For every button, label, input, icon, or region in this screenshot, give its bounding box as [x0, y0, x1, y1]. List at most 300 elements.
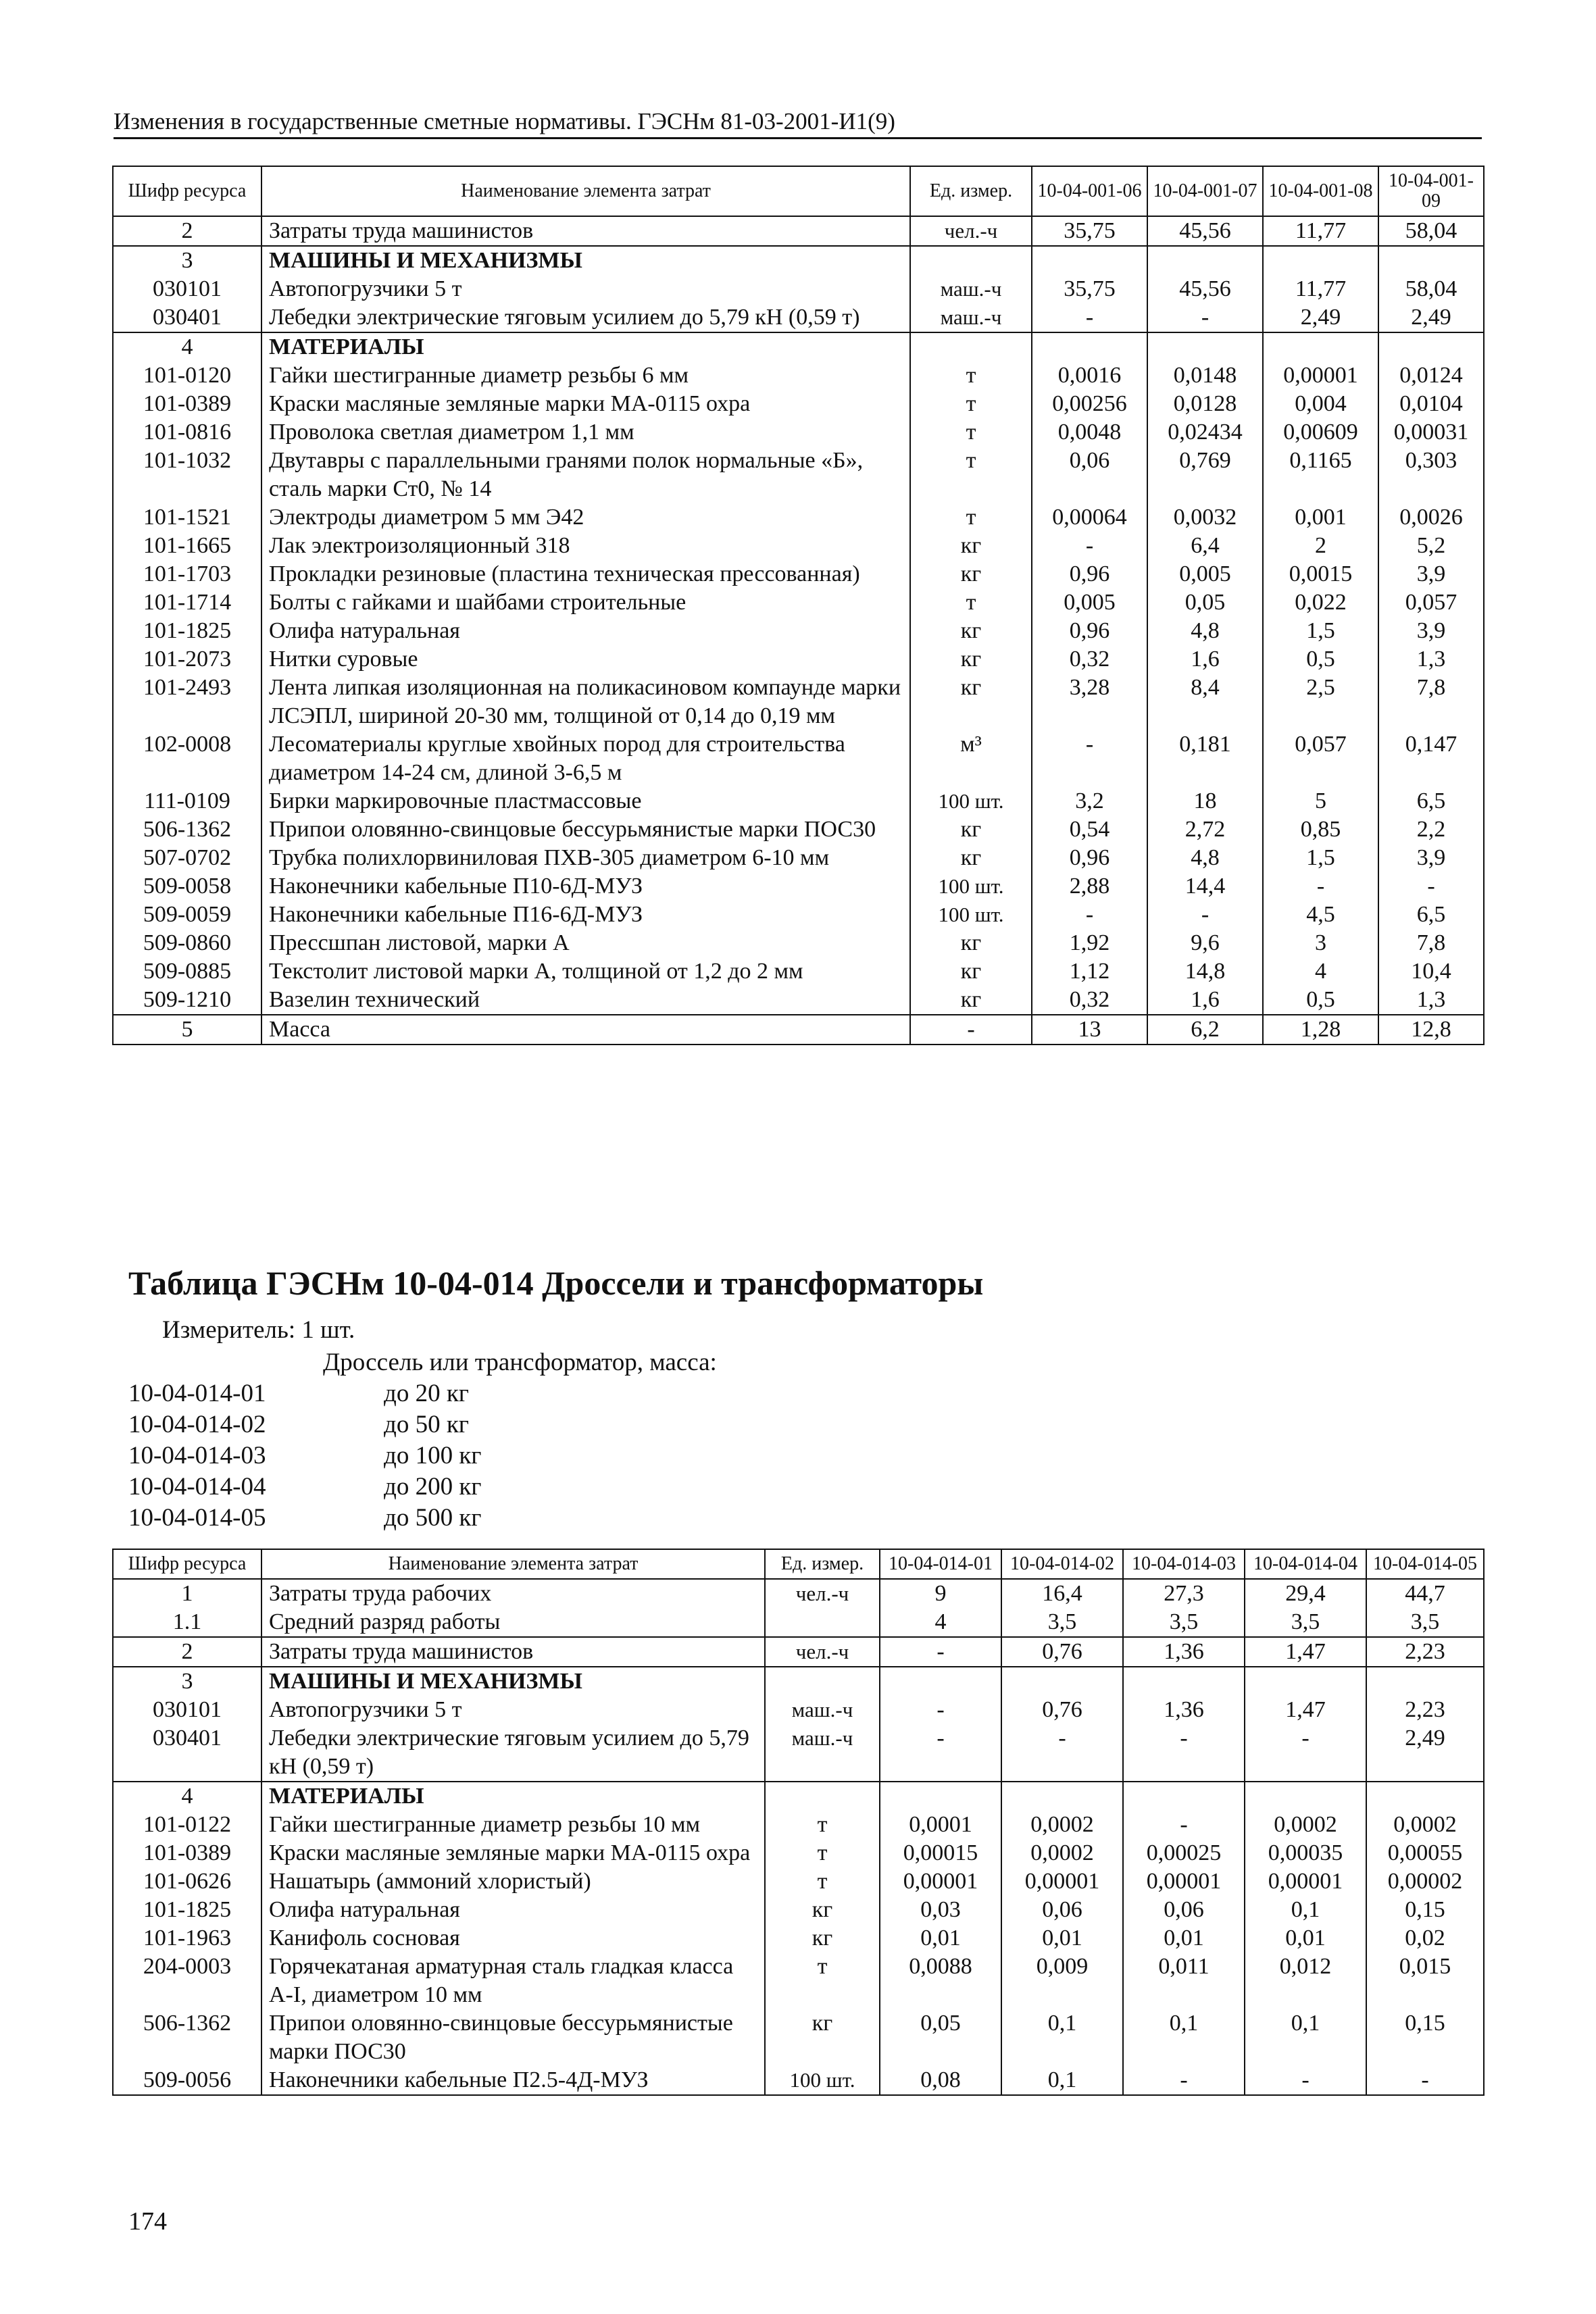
header-cost-element-name: Наименование элемента затрат: [261, 1549, 765, 1579]
norm-value-cell: 1,36: [1123, 1637, 1245, 1667]
norm-value-cell: 0,00256: [1032, 390, 1147, 418]
norm-value-cell: 0,0002: [1001, 1811, 1123, 1839]
table-row: [113, 216, 1484, 246]
norm-value-cell: -: [1366, 2066, 1484, 2095]
table-row: [113, 617, 1484, 645]
table-row: [113, 1608, 1484, 1637]
header-norm-column: 10-04-014-05: [1366, 1549, 1484, 1579]
norm-value-cell: 0,5: [1263, 986, 1378, 1015]
norm-value-cell: 12,8: [1378, 1015, 1484, 1045]
norm-value-cell: 58,04: [1378, 216, 1484, 246]
unit-cell: -: [910, 1015, 1032, 1045]
cost-element-name-cell: МАТЕРИАЛЫ: [261, 1782, 765, 1811]
resource-code-cell: 102-0008: [113, 730, 261, 787]
resource-code-cell: 509-0058: [113, 872, 261, 901]
norm-value-cell: 45,56: [1147, 275, 1263, 303]
norm-value-cell: -: [1032, 303, 1147, 332]
norm-value-cell: 0,005: [1147, 560, 1263, 588]
variant-code: 10-04-014-04: [128, 1473, 266, 1501]
norm-value-cell: [880, 1782, 1001, 1811]
norm-value-cell: 0,004: [1263, 390, 1378, 418]
norm-value-cell: 1,6: [1147, 986, 1263, 1015]
norm-value-cell: 0,011: [1123, 1953, 1245, 2009]
page-header: Изменения в государственные сметные нормативы. ГЭСНм 81-03-2001-И1(9): [114, 108, 895, 134]
resource-code-cell: 2: [113, 1637, 261, 1667]
table-row: [113, 986, 1484, 1015]
table-row: [113, 1953, 1484, 2009]
resource-code-cell: 101-2073: [113, 645, 261, 674]
resource-code-cell: 1: [113, 1579, 261, 1608]
variant-item: [128, 1409, 481, 1440]
resource-code-cell: 101-1032: [113, 447, 261, 503]
norm-value-cell: 0,00015: [880, 1839, 1001, 1867]
resource-code-cell: 101-1703: [113, 560, 261, 588]
table-row: [113, 1867, 1484, 1896]
norm-value-cell: 27,3: [1123, 1579, 1245, 1608]
variant-text: до 100 кг: [384, 1442, 482, 1469]
norm-value-cell: 0,0148: [1147, 361, 1263, 390]
cost-element-name-cell: Краски масляные земляные марки МА-0115 охра: [261, 1839, 765, 1867]
norm-value-cell: [1263, 246, 1378, 275]
norm-value-cell: 1,47: [1245, 1637, 1366, 1667]
norm-value-cell: 0,147: [1378, 730, 1484, 787]
page-number: 174: [128, 2207, 167, 2236]
norm-value-cell: 0,769: [1147, 447, 1263, 503]
unit-cell: кг: [910, 844, 1032, 872]
unit-cell: 100 шт.: [910, 901, 1032, 929]
unit-cell: маш.-ч: [765, 1696, 880, 1724]
norm-value-cell: 4: [880, 1608, 1001, 1637]
norm-value-cell: -: [1245, 2066, 1366, 2095]
norm-value-cell: 0,01: [1245, 1924, 1366, 1953]
table-row: [113, 390, 1484, 418]
resource-code-cell: 101-1963: [113, 1924, 261, 1953]
norm-value-cell: 4,8: [1147, 617, 1263, 645]
cost-element-name-cell: Болты с гайками и шайбами строительные: [261, 588, 910, 617]
resource-code-cell: 509-1210: [113, 986, 261, 1015]
norm-value-cell: 1,3: [1378, 986, 1484, 1015]
norm-value-cell: 0,00055: [1366, 1839, 1484, 1867]
resource-code-cell: 3: [113, 246, 261, 275]
unit-cell: [765, 1667, 880, 1696]
table-row: [113, 1896, 1484, 1924]
norm-value-cell: -: [1123, 1724, 1245, 1782]
resource-code-cell: 101-0389: [113, 390, 261, 418]
norm-value-cell: 2,23: [1366, 1696, 1484, 1724]
norm-value-cell: 0,0104: [1378, 390, 1484, 418]
norm-value-cell: 14,4: [1147, 872, 1263, 901]
norm-value-cell: 11,77: [1263, 216, 1378, 246]
table-row: [113, 1924, 1484, 1953]
norm-value-cell: -: [1123, 2066, 1245, 2095]
norm-value-cell: 13: [1032, 1015, 1147, 1045]
norm-value-cell: 1,3: [1378, 645, 1484, 674]
norm-value-cell: 3,28: [1032, 674, 1147, 730]
norm-value-cell: 0,009: [1001, 1953, 1123, 2009]
norm-value-cell: 0,96: [1032, 560, 1147, 588]
resource-code-cell: 101-1825: [113, 617, 261, 645]
norm-value-cell: 4: [1263, 957, 1378, 986]
norm-value-cell: 0,00031: [1378, 418, 1484, 447]
table-row: [113, 1724, 1484, 1782]
norm-value-cell: 0,022: [1263, 588, 1378, 617]
variant-item: [128, 1503, 481, 1534]
unit-cell: кг: [910, 929, 1032, 957]
cost-element-name-cell: Автопогрузчики 5 т: [261, 1696, 765, 1724]
resource-code-cell: 509-0885: [113, 957, 261, 986]
cost-element-name-cell: Средний разряд работы: [261, 1608, 765, 1637]
norm-value-cell: -: [1378, 872, 1484, 901]
norm-value-cell: 0,0002: [1245, 1811, 1366, 1839]
norm-value-cell: -: [1032, 901, 1147, 929]
table-row: [113, 1637, 1484, 1667]
norm-value-cell: 1,47: [1245, 1696, 1366, 1724]
norm-value-cell: 0,96: [1032, 844, 1147, 872]
resource-code-cell: 101-0122: [113, 1811, 261, 1839]
norm-value-cell: [1366, 1667, 1484, 1696]
norm-value-cell: 0,00001: [1245, 1867, 1366, 1896]
cost-element-name-cell: Припои оловянно-свинцовые бессурьмянистые марки ПОС30: [261, 815, 910, 844]
unit-cell: кг: [910, 815, 1032, 844]
norm-value-cell: 0,0088: [880, 1953, 1001, 2009]
norm-value-cell: 0,0026: [1378, 503, 1484, 532]
norm-value-cell: 5,2: [1378, 532, 1484, 560]
cost-element-name-cell: Двутавры с параллельными гранями полок нормальные «Б», сталь марки Ст0, № 14: [261, 447, 910, 503]
norm-value-cell: 0,057: [1378, 588, 1484, 617]
norm-value-cell: 18: [1147, 787, 1263, 815]
resource-code-cell: 4: [113, 332, 261, 361]
table-row: [113, 815, 1484, 844]
table-row: [113, 787, 1484, 815]
cost-element-name-cell: Электроды диаметром 5 мм Э42: [261, 503, 910, 532]
cost-element-name-cell: Нашатырь (аммоний хлористый): [261, 1867, 765, 1896]
norm-value-cell: 1,5: [1263, 617, 1378, 645]
table-row: [113, 645, 1484, 674]
norm-value-cell: [1378, 246, 1484, 275]
norm-value-cell: 0,1: [1245, 2009, 1366, 2066]
norm-value-cell: 0,32: [1032, 645, 1147, 674]
norm-value-cell: 8,4: [1147, 674, 1263, 730]
unit-cell: м³: [910, 730, 1032, 787]
table-row: [113, 532, 1484, 560]
norm-value-cell: [1245, 1782, 1366, 1811]
unit-cell: кг: [765, 1924, 880, 1953]
cost-element-name-cell: Олифа натуральная: [261, 1896, 765, 1924]
cost-element-name-cell: Горячекатаная арматурная сталь гладкая класса А-I, диаметром 10 мм: [261, 1953, 765, 2009]
norm-value-cell: 0,015: [1366, 1953, 1484, 2009]
table-row: [113, 872, 1484, 901]
norm-value-cell: 29,4: [1245, 1579, 1366, 1608]
norm-value-cell: 0,0124: [1378, 361, 1484, 390]
resource-code-cell: 101-0816: [113, 418, 261, 447]
unit-cell: т: [765, 1839, 880, 1867]
norm-value-cell: -: [1263, 872, 1378, 901]
table-row: [113, 447, 1484, 503]
norm-value-cell: 0,01: [1123, 1924, 1245, 1953]
variant-code: 10-04-014-01: [128, 1380, 266, 1407]
norm-value-cell: 2,2: [1378, 815, 1484, 844]
table-row: [113, 275, 1484, 303]
variant-text: до 200 кг: [384, 1473, 482, 1501]
norm-value-cell: 0,1: [1001, 2009, 1123, 2066]
header-resource-code: Шифр ресурса: [113, 166, 261, 216]
norm-value-cell: 0,03: [880, 1896, 1001, 1924]
norm-value-cell: 2: [1263, 532, 1378, 560]
norm-value-cell: 0,0015: [1263, 560, 1378, 588]
unit-cell: т: [765, 1811, 880, 1839]
norm-value-cell: 0,00609: [1263, 418, 1378, 447]
norm-value-cell: 0,05: [1147, 588, 1263, 617]
norm-value-cell: 45,56: [1147, 216, 1263, 246]
norm-value-cell: 0,06: [1032, 447, 1147, 503]
norm-value-cell: 0,02: [1366, 1924, 1484, 1953]
norm-value-cell: 9: [880, 1579, 1001, 1608]
cost-element-name-cell: Нитки суровые: [261, 645, 910, 674]
resource-code-cell: 111-0109: [113, 787, 261, 815]
norm-value-cell: [1147, 246, 1263, 275]
cost-element-name-cell: Прессшпан листовой, марки А: [261, 929, 910, 957]
unit-cell: т: [910, 390, 1032, 418]
norm-value-cell: 3,5: [1123, 1608, 1245, 1637]
cost-element-name-cell: Автопогрузчики 5 т: [261, 275, 910, 303]
unit-cell: кг: [765, 1896, 880, 1924]
norm-value-cell: 0,00035: [1245, 1839, 1366, 1867]
resource-code-cell: 509-0059: [113, 901, 261, 929]
table-row: [113, 730, 1484, 787]
variant-text: до 20 кг: [384, 1380, 469, 1407]
table-row: [113, 957, 1484, 986]
table-row: [113, 361, 1484, 390]
cost-element-name-cell: Наконечники кабельные П2.5-4Д-МУЗ: [261, 2066, 765, 2095]
table-row: [113, 1015, 1484, 1045]
resource-code-cell: 101-1665: [113, 532, 261, 560]
unit-cell: т: [910, 447, 1032, 503]
resource-code-cell: 509-0860: [113, 929, 261, 957]
resource-code-cell: 506-1362: [113, 2009, 261, 2066]
unit-cell: 100 шт.: [910, 872, 1032, 901]
table-row: [113, 418, 1484, 447]
resource-code-cell: 101-0120: [113, 361, 261, 390]
norm-value-cell: -: [880, 1696, 1001, 1724]
resource-code-cell: 506-1362: [113, 815, 261, 844]
unit-cell: чел.-ч: [910, 216, 1032, 246]
norm-value-cell: 3: [1263, 929, 1378, 957]
cost-element-name-cell: Лента липкая изоляционная на поликасиновом компаунде марки ЛСЭПЛ, шириной 20-30 мм, толщиной от 0,14 до 0,19 мм: [261, 674, 910, 730]
norm-value-cell: 3,2: [1032, 787, 1147, 815]
norm-value-cell: 6,4: [1147, 532, 1263, 560]
norm-value-cell: 0,15: [1366, 1896, 1484, 1924]
norm-value-cell: 0,08: [880, 2066, 1001, 2095]
norm-value-cell: 35,75: [1032, 275, 1147, 303]
cost-element-name-cell: Прокладки резиновые (пластина техническая прессованная): [261, 560, 910, 588]
resource-code-cell: 101-0626: [113, 1867, 261, 1896]
norm-value-cell: [1032, 332, 1147, 361]
header-norm-column: 10-04-014-03: [1123, 1549, 1245, 1579]
norm-value-cell: 44,7: [1366, 1579, 1484, 1608]
norm-value-cell: 0,1: [1001, 2066, 1123, 2095]
unit-cell: кг: [910, 617, 1032, 645]
header-norm-column: 10-04-014-04: [1245, 1549, 1366, 1579]
norm-value-cell: 0,06: [1123, 1896, 1245, 1924]
norm-value-cell: [1263, 332, 1378, 361]
norm-value-cell: 0,001: [1263, 503, 1378, 532]
header-norm-column: 10-04-001-08: [1263, 166, 1378, 216]
cost-element-name-cell: Трубка полихлорвиниловая ПХВ-305 диаметром 6-10 мм: [261, 844, 910, 872]
norm-value-cell: 11,77: [1263, 275, 1378, 303]
norm-value-cell: 35,75: [1032, 216, 1147, 246]
norm-value-cell: -: [1032, 532, 1147, 560]
norm-value-cell: 0,00001: [1123, 1867, 1245, 1896]
resource-code-cell: 101-0389: [113, 1839, 261, 1867]
norm-value-cell: 0,0032: [1147, 503, 1263, 532]
norm-value-cell: 9,6: [1147, 929, 1263, 957]
unit-cell: маш.-ч: [910, 275, 1032, 303]
norm-value-cell: 2,49: [1378, 303, 1484, 332]
norm-value-cell: [1032, 246, 1147, 275]
norm-value-cell: 0,76: [1001, 1637, 1123, 1667]
resource-code-cell: 101-2493: [113, 674, 261, 730]
table-row: [113, 588, 1484, 617]
norm-value-cell: 3,9: [1378, 844, 1484, 872]
norm-value-cell: [1147, 332, 1263, 361]
resource-code-cell: 030101: [113, 275, 261, 303]
header-resource-code: Шифр ресурса: [113, 1549, 261, 1579]
unit-cell: кг: [910, 645, 1032, 674]
header-divider: [114, 137, 1482, 139]
unit-cell: маш.-ч: [910, 303, 1032, 332]
norm-value-cell: 3,9: [1378, 560, 1484, 588]
table-row: [113, 674, 1484, 730]
unit-cell: [910, 332, 1032, 361]
variant-item: [128, 1472, 481, 1503]
norm-value-cell: 0,0128: [1147, 390, 1263, 418]
cost-element-name-cell: Вазелин технический: [261, 986, 910, 1015]
cost-element-name-cell: Затраты труда машинистов: [261, 1637, 765, 1667]
cost-element-name-cell: Краски масляные земляные марки МА-0115 охра: [261, 390, 910, 418]
table-row: [113, 1811, 1484, 1839]
norm-value-cell: 0,0016: [1032, 361, 1147, 390]
norm-value-cell: 0,54: [1032, 815, 1147, 844]
norm-value-cell: [1001, 1667, 1123, 1696]
cost-element-name-cell: МАШИНЫ И МЕХАНИЗМЫ: [261, 1667, 765, 1696]
variant-code: 10-04-014-02: [128, 1411, 266, 1438]
variant-code: 10-04-014-05: [128, 1504, 266, 1532]
variant-code: 10-04-014-03: [128, 1442, 266, 1469]
norm-value-cell: 58,04: [1378, 275, 1484, 303]
unit-cell: т: [910, 503, 1032, 532]
cost-element-name-cell: Лесоматериалы круглые хвойных пород для строительства диаметром 14-24 см, длиной 3-6,5 м: [261, 730, 910, 787]
norm-value-cell: 0,96: [1032, 617, 1147, 645]
norm-value-cell: 0,00001: [1263, 361, 1378, 390]
table-row: [113, 246, 1484, 275]
norm-value-cell: 0,0002: [1001, 1839, 1123, 1867]
table-row: [113, 1579, 1484, 1608]
norm-value-cell: [1001, 1782, 1123, 1811]
resource-code-cell: 030401: [113, 1724, 261, 1782]
norm-value-cell: 0,1: [1123, 2009, 1245, 2066]
norm-value-cell: 2,88: [1032, 872, 1147, 901]
header-norm-column: 10-04-001-09: [1378, 166, 1484, 216]
resource-code-cell: 1.1: [113, 1608, 261, 1637]
cost-element-name-cell: Затраты труда машинистов: [261, 216, 910, 246]
resource-code-cell: 101-1825: [113, 1896, 261, 1924]
unit-cell: кг: [910, 957, 1032, 986]
cost-element-name-cell: Гайки шестигранные диаметр резьбы 10 мм: [261, 1811, 765, 1839]
norm-value-cell: -: [1147, 303, 1263, 332]
unit-cell: т: [765, 1867, 880, 1896]
unit-cell: кг: [910, 674, 1032, 730]
unit-cell: т: [765, 1953, 880, 2009]
unit-cell: кг: [910, 986, 1032, 1015]
unit-cell: чел.-ч: [765, 1637, 880, 1667]
norm-value-cell: 0,00025: [1123, 1839, 1245, 1867]
norm-value-cell: [1245, 1667, 1366, 1696]
resource-code-cell: 2: [113, 216, 261, 246]
norm-value-cell: -: [1123, 1811, 1245, 1839]
norm-value-cell: [1123, 1782, 1245, 1811]
cost-element-name-cell: Гайки шестигранные диаметр резьбы 6 мм: [261, 361, 910, 390]
norm-value-cell: 3,9: [1378, 617, 1484, 645]
unit-cell: т: [910, 361, 1032, 390]
header-norm-column: 10-04-014-02: [1001, 1549, 1123, 1579]
resource-code-cell: 101-1521: [113, 503, 261, 532]
table-row: [113, 332, 1484, 361]
unit-cell: маш.-ч: [765, 1724, 880, 1782]
cost-element-name-cell: Затраты труда рабочих: [261, 1579, 765, 1608]
resource-code-cell: 509-0056: [113, 2066, 261, 2095]
norm-value-cell: -: [1001, 1724, 1123, 1782]
table-row: [113, 1667, 1484, 1696]
norm-value-cell: -: [1147, 901, 1263, 929]
norm-value-cell: 2,49: [1366, 1724, 1484, 1782]
variant-description: Дроссель или трансформатор, масса:: [323, 1349, 717, 1376]
norm-value-cell: 0,00001: [880, 1867, 1001, 1896]
variant-item: [128, 1440, 481, 1472]
header-norm-column: 10-04-001-06: [1032, 166, 1147, 216]
variant-text: до 500 кг: [384, 1504, 482, 1532]
norm-value-cell: [1123, 1667, 1245, 1696]
cost-element-name-cell: Наконечники кабельные П16-6Д-МУЗ: [261, 901, 910, 929]
norm-value-cell: 3,5: [1001, 1608, 1123, 1637]
table-row: [113, 2066, 1484, 2095]
cost-element-name-cell: Лебедки электрические тяговым усилием до 5,79 кН (0,59 т): [261, 1724, 765, 1782]
norm-value-cell: 4,5: [1263, 901, 1378, 929]
norm-value-cell: 1,5: [1263, 844, 1378, 872]
norm-value-cell: 6,5: [1378, 901, 1484, 929]
norm-value-cell: 14,8: [1147, 957, 1263, 986]
norm-value-cell: 0,00001: [1001, 1867, 1123, 1896]
cost-element-name-cell: Канифоль сосновая: [261, 1924, 765, 1953]
resource-code-cell: 204-0003: [113, 1953, 261, 2009]
variant-list: [128, 1378, 481, 1534]
norm-value-cell: -: [880, 1724, 1001, 1782]
measurement-unit: Измеритель: 1 шт.: [162, 1316, 355, 1344]
unit-cell: [765, 1782, 880, 1811]
norm-value-cell: 1,92: [1032, 929, 1147, 957]
header-unit: Ед. измер.: [765, 1549, 880, 1579]
norm-value-cell: 0,05: [880, 2009, 1001, 2066]
resource-code-cell: 030101: [113, 1696, 261, 1724]
norm-value-cell: 0,01: [880, 1924, 1001, 1953]
table-row: [113, 2009, 1484, 2066]
norm-value-cell: 0,181: [1147, 730, 1263, 787]
norm-value-cell: 2,72: [1147, 815, 1263, 844]
table-row: [113, 1696, 1484, 1724]
cost-element-name-cell: Текстолит листовой марки А, толщиной от 1,2 до 2 мм: [261, 957, 910, 986]
norm-value-cell: 0,06: [1001, 1896, 1123, 1924]
norm-value-cell: -: [880, 1637, 1001, 1667]
unit-cell: кг: [910, 532, 1032, 560]
